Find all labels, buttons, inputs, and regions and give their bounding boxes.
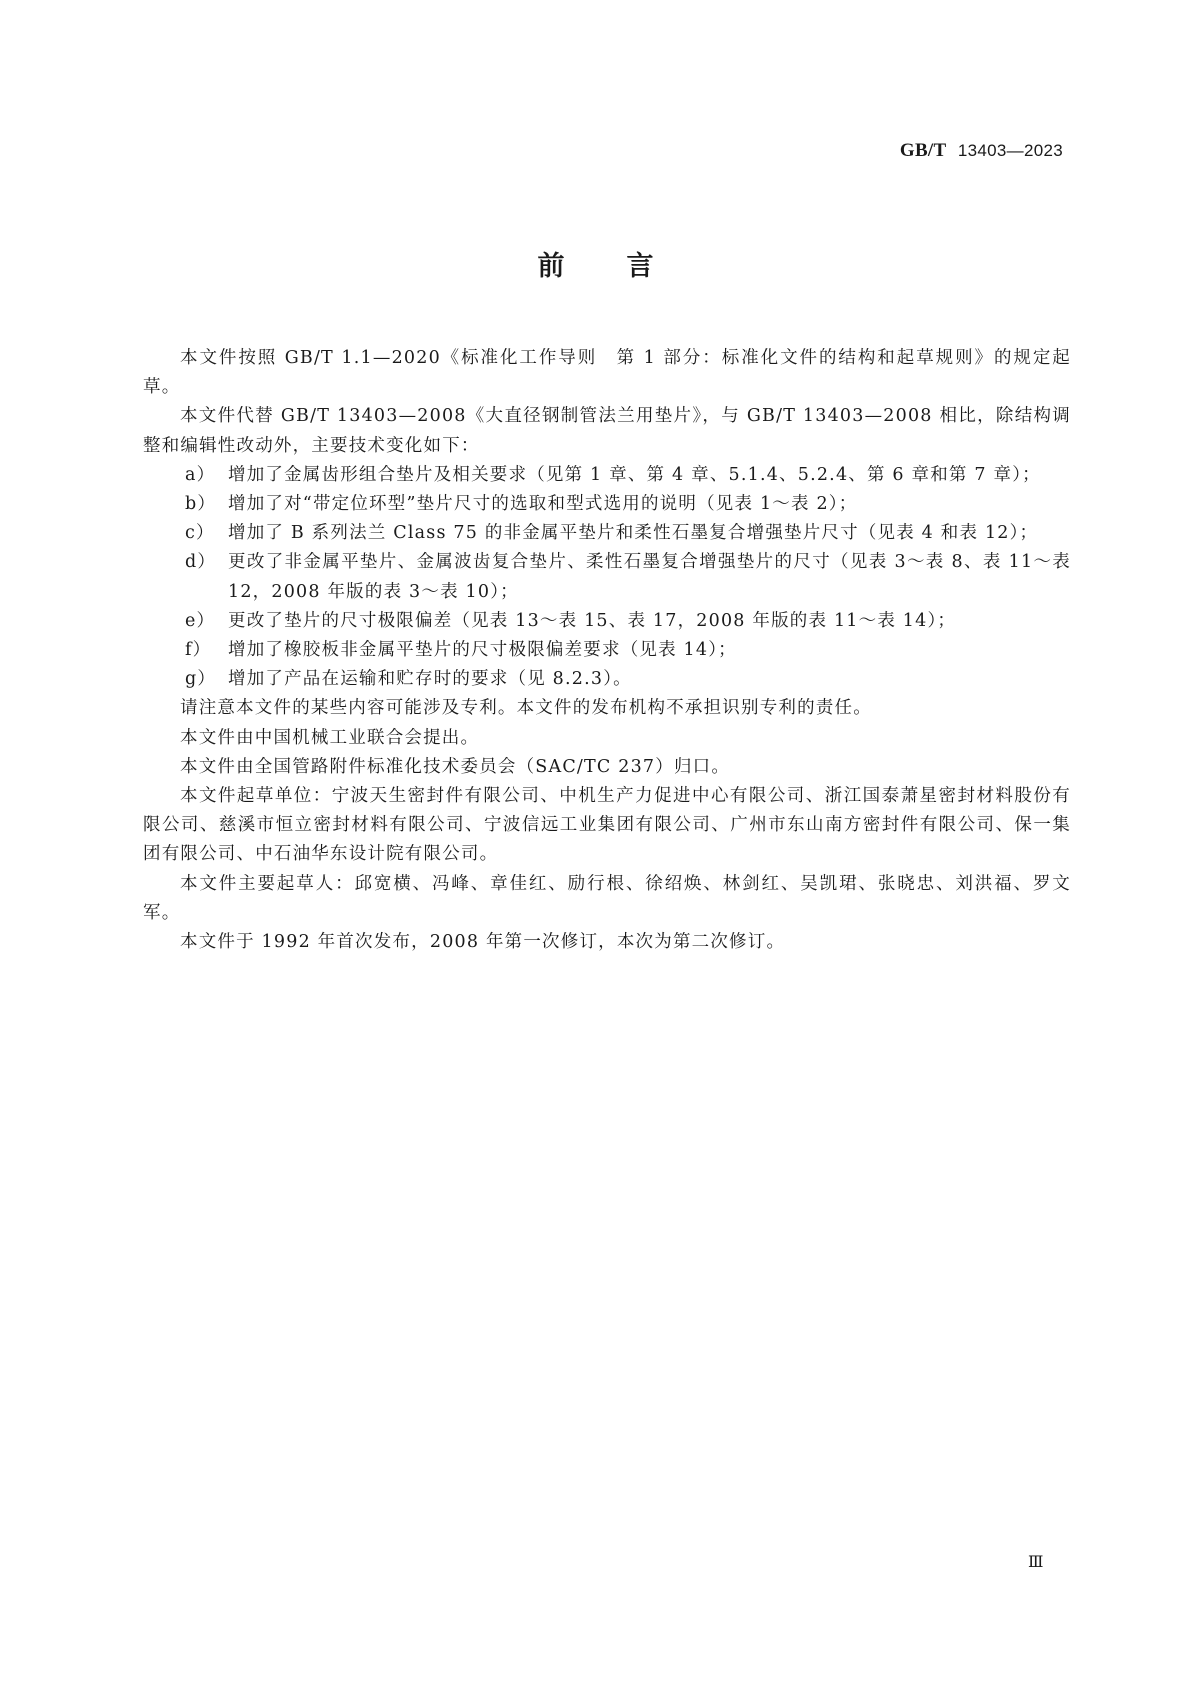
paragraph-drafting-units: 本文件起草单位：宁波天生密封件有限公司、中机生产力促进中心有限公司、浙江国泰萧星密封材料股份有限公司、慈溪市恒立密封材料有限公司、宁波信远工业集团有限公司、广州市东山南方密封件有限公司、保一集团有限公司、中石油华东设计院有限公司。: [143, 786, 1071, 865]
title-char-2: 言: [626, 251, 654, 282]
item-text: 更改了非金属平垫片、金属波齿复合垫片、柔性石墨复合增强垫片的尺寸（见表 3～表 8、表 11～表 12，2008 年版的表 3～表 10）；: [228, 552, 1071, 602]
paragraph-drafters: 本文件主要起草人：邱宽横、冯峰、章佳红、励行根、徐绍焕、林剑红、吴凯珺、张晓忠、刘洪福、罗文军。: [143, 873, 1071, 923]
page-number: Ⅲ: [1028, 1552, 1044, 1571]
item-text: 增加了橡胶板非金属平垫片的尺寸极限偏差要求（见表 14）；: [228, 640, 737, 661]
item-label: f）: [185, 640, 212, 661]
change-item-d: [143, 548, 1071, 606]
standard-number: 13403—2023: [957, 141, 1063, 160]
item-text: 增加了产品在运输和贮存时的要求（见 8.2.3）。: [228, 669, 632, 690]
change-item-e: [143, 607, 1071, 636]
paragraph-committee: 本文件由全国管路附件标准化技术委员会（SAC/TC 237）归口。: [180, 756, 731, 777]
paragraph-drafting-rules: 本文件按照 GB/T 1.1—2020《标准化工作导则 第 1 部分：标准化文件的结构和起草规则》的规定起草。: [143, 348, 1071, 398]
item-label: a）: [185, 464, 216, 485]
standard-number-header: [900, 140, 1063, 162]
item-label: c）: [185, 523, 215, 544]
item-label: d）: [185, 552, 217, 573]
change-item-b: [143, 490, 1071, 519]
item-label: b）: [185, 494, 217, 515]
item-label: g）: [185, 669, 217, 690]
change-item-f: [143, 636, 1071, 665]
paragraph-replacement: 本文件代替 GB/T 13403—2008《大直径钢制管法兰用垫片》，与 GB/T 13403—2008 相比，除结构调整和编辑性改动外，主要技术变化如下：: [143, 406, 1071, 456]
change-item-g: [143, 665, 1071, 694]
paragraph-patent-notice: 请注意本文件的某些内容可能涉及专利。本文件的发布机构不承担识别专利的责任。: [180, 698, 872, 719]
title-char-1: 前: [537, 251, 565, 282]
change-item-c: [143, 519, 1071, 548]
paragraph-history: 本文件于 1992 年首次发布，2008 年第一次修订，本次为第二次修订。: [180, 932, 786, 953]
change-item-a: [143, 461, 1071, 490]
page-title: [0, 244, 1191, 283]
item-text: 更改了垫片的尺寸极限偏差（见表 13～表 15、表 17，2008 年版的表 11～表 14）；: [228, 610, 957, 631]
paragraph-proposer: 本文件由中国机械工业联合会提出。: [180, 727, 480, 748]
item-label: e）: [185, 610, 216, 631]
item-text: 增加了对“带定位环型”垫片尺寸的选取和型式选用的说明（见表 1～表 2）；: [228, 494, 858, 515]
foreword-body: [143, 344, 1071, 957]
standard-prefix: GB/T: [899, 140, 947, 161]
item-text: 增加了金属齿形组合垫片及相关要求（见第 1 章、第 4 章、5.1.4、5.2.4、第 6 章和第 7 章）；: [228, 464, 1041, 485]
item-text: 增加了 B 系列法兰 Class 75 的非金属平垫片和柔性石墨复合增强垫片尺寸（见表 4 和表 12）；: [228, 523, 1039, 544]
